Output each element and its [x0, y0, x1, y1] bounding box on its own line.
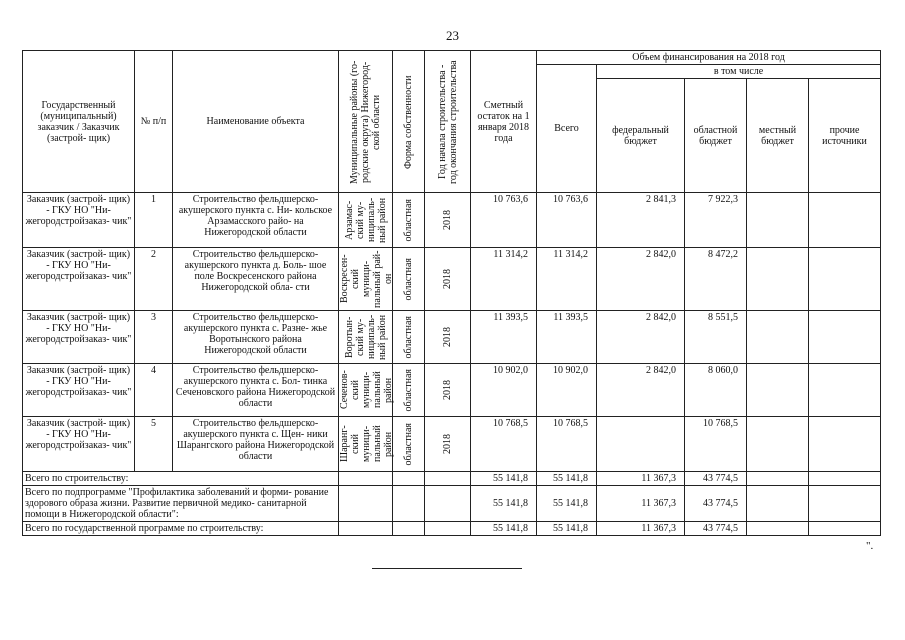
total-empty [339, 486, 393, 522]
total-empty [339, 522, 393, 536]
row-district-cell [339, 248, 393, 311]
total-label: Всего по государственной программе по строительству: [23, 522, 339, 536]
header-funding: Объем финансирования на 2018 год [537, 51, 881, 65]
row-year: 2018 [442, 210, 453, 230]
row-balance: 10 763,6 [471, 193, 537, 248]
row-district-cell [339, 193, 393, 248]
row-district: Шаранг- ский муници- пальный район [339, 425, 394, 463]
total-regional: 43 774,5 [685, 486, 747, 522]
header-regional: областной бюджет [685, 79, 747, 193]
row-object: Строительство фельдшерско- акушерского пункта с. Щен- ники Шарангского района Нижегородской области [173, 417, 339, 472]
row-federal: 2 841,3 [597, 193, 685, 248]
bottom-rule [372, 568, 522, 569]
header-federal: федеральный бюджет [597, 79, 685, 193]
table-row [23, 248, 881, 311]
table-body [23, 193, 881, 472]
total-empty [393, 472, 425, 486]
row-balance: 10 902,0 [471, 364, 537, 417]
row-local [747, 193, 809, 248]
total-local [747, 522, 809, 536]
row-object: Строительство фельдшерско- акушерского пункта с. Бол- тинка Сеченовского района Нижегородской области [173, 364, 339, 417]
header-years: Год начала строительства - год окончания строительства [436, 59, 459, 184]
row-num: 2 [135, 248, 173, 311]
row-ownership: областная [403, 368, 414, 412]
total-row [23, 522, 881, 536]
total-federal: 11 367,3 [597, 522, 685, 536]
row-district-cell [339, 364, 393, 417]
row-ownership-cell [393, 364, 425, 417]
row-year: 2018 [442, 380, 453, 400]
row-num: 5 [135, 417, 173, 472]
row-total: 10 763,6 [537, 193, 597, 248]
row-federal: 2 842,0 [597, 311, 685, 364]
row-regional: 8 060,0 [685, 364, 747, 417]
row-object: Строительство фельдшерско- акушерского пункта с. Ни- кольское Арзамасского райо- на Нижегородской области [173, 193, 339, 248]
row-ownership: областная [403, 315, 414, 359]
row-district: Воскресен- ский муници- пальный рай- он [339, 250, 394, 308]
row-balance: 11 314,2 [471, 248, 537, 311]
total-empty [425, 522, 471, 536]
row-ownership-cell [393, 193, 425, 248]
row-customer: Заказчик (застрой- щик) - ГКУ НО "Ни- жегородстройзаказ- чик" [23, 417, 135, 472]
total-local [747, 472, 809, 486]
row-num: 1 [135, 193, 173, 248]
header-local: местный бюджет [747, 79, 809, 193]
header-customer: Государственный (муниципальный) заказчик / Заказчик (застрой- щик) [23, 51, 135, 193]
row-regional: 7 922,3 [685, 193, 747, 248]
row-local [747, 364, 809, 417]
row-regional: 10 768,5 [685, 417, 747, 472]
total-other [809, 486, 881, 522]
row-customer: Заказчик (застрой- щик) - ГКУ НО "Ни- жегородстройзаказ- чик" [23, 364, 135, 417]
total-balance: 55 141,8 [471, 486, 537, 522]
row-ownership-cell [393, 311, 425, 364]
row-balance: 10 768,5 [471, 417, 537, 472]
header-ownership: Форма собственности [403, 74, 414, 169]
row-other [809, 193, 881, 248]
total-total: 55 141,8 [537, 472, 597, 486]
row-ownership-cell [393, 248, 425, 311]
row-regional: 8 472,2 [685, 248, 747, 311]
row-total: 10 768,5 [537, 417, 597, 472]
row-balance: 11 393,5 [471, 311, 537, 364]
total-row [23, 472, 881, 486]
header-object: Наименование объекта [173, 51, 339, 193]
row-ownership: областная [403, 198, 414, 242]
total-empty [339, 472, 393, 486]
total-label: Всего по строительству: [23, 472, 339, 486]
header-other: прочие источники [809, 79, 881, 193]
row-federal: 2 842,0 [597, 364, 685, 417]
row-num: 3 [135, 311, 173, 364]
row-federal: 2 842,0 [597, 248, 685, 311]
row-object: Строительство фельдшерско- акушерского пункта д. Боль- шое поле Воскресенского района Нижегородской обла- сти [173, 248, 339, 311]
closing-mark: ". [866, 540, 874, 552]
total-local [747, 486, 809, 522]
row-year-cell [425, 364, 471, 417]
total-balance: 55 141,8 [471, 522, 537, 536]
row-customer: Заказчик (застрой- щик) - ГКУ НО "Ни- жегородстройзаказ- чик" [23, 248, 135, 311]
row-local [747, 248, 809, 311]
row-other [809, 248, 881, 311]
row-local [747, 417, 809, 472]
row-num: 4 [135, 364, 173, 417]
row-ownership-cell [393, 417, 425, 472]
row-year: 2018 [442, 269, 453, 289]
row-ownership: областная [403, 422, 414, 466]
header-district: Муниципальные районы (го- родские округа) Нижегород- ской области [349, 59, 382, 184]
table-row [23, 364, 881, 417]
total-other [809, 522, 881, 536]
row-total: 10 902,0 [537, 364, 597, 417]
total-regional: 43 774,5 [685, 522, 747, 536]
row-regional: 8 551,5 [685, 311, 747, 364]
row-customer: Заказчик (застрой- щик) - ГКУ НО "Ни- жегородстройзаказ- чик" [23, 311, 135, 364]
page-number: 23 [446, 28, 459, 43]
row-federal [597, 417, 685, 472]
row-district: Воротын- ский му- ниципаль- ный район [343, 314, 388, 360]
total-regional: 43 774,5 [685, 472, 747, 486]
header-total: Всего [537, 65, 597, 193]
total-empty [425, 472, 471, 486]
total-federal: 11 367,3 [597, 472, 685, 486]
table-row [23, 311, 881, 364]
row-other [809, 417, 881, 472]
total-other [809, 472, 881, 486]
totals-body [23, 472, 881, 536]
row-total: 11 393,5 [537, 311, 597, 364]
row-other [809, 311, 881, 364]
total-empty [425, 486, 471, 522]
row-total: 11 314,2 [537, 248, 597, 311]
row-other [809, 364, 881, 417]
row-district-cell [339, 311, 393, 364]
header-balance: Сметный остаток на 1 января 2018 года [471, 51, 537, 193]
total-label: Всего по подпрограмме "Профилактика заболеваний и форми- рование здорового образа жизни. Развитие первичной медико- санитарной помощи в Нижегородской области": [23, 486, 339, 522]
total-balance: 55 141,8 [471, 472, 537, 486]
row-year-cell [425, 248, 471, 311]
row-ownership: областная [403, 257, 414, 301]
row-district: Сеченов- ский муници- пальный район [339, 370, 394, 410]
row-year-cell [425, 193, 471, 248]
header-num: № п/п [135, 51, 173, 193]
row-district: Арзамас- ский му- ниципаль- ный район [343, 197, 388, 243]
row-district-cell [339, 417, 393, 472]
total-federal: 11 367,3 [597, 486, 685, 522]
row-year: 2018 [442, 434, 453, 454]
total-empty [393, 522, 425, 536]
row-year-cell [425, 417, 471, 472]
header-incl: в том числе [597, 65, 881, 79]
row-customer: Заказчик (застрой- щик) - ГКУ НО "Ни- жегородстройзаказ- чик" [23, 193, 135, 248]
total-row [23, 486, 881, 522]
row-year: 2018 [442, 327, 453, 347]
table-row [23, 417, 881, 472]
total-empty [393, 486, 425, 522]
table-row [23, 193, 881, 248]
row-year-cell [425, 311, 471, 364]
financing-table [22, 50, 881, 536]
total-total: 55 141,8 [537, 486, 597, 522]
row-local [747, 311, 809, 364]
row-object: Строительство фельдшерско- акушерского пункта с. Разне- жье Воротынского района Нижегородской области [173, 311, 339, 364]
total-total: 55 141,8 [537, 522, 597, 536]
